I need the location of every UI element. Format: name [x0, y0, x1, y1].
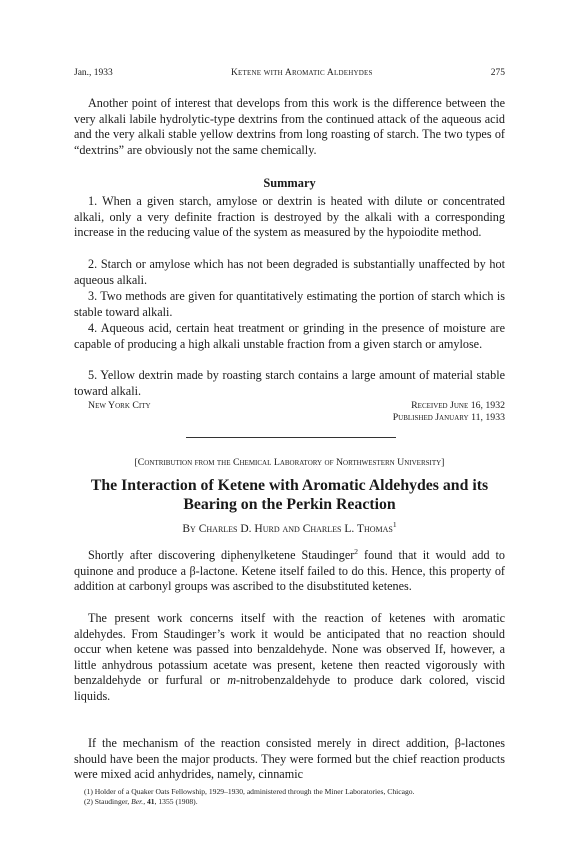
summary-item-4: 4. Aqueous acid, certain heat treatment or grinding in the presence of moisture are capable of producing a high alkali unstable fraction from a given starch or amylose. — [74, 321, 505, 351]
footnote-2-a: (2) Staudinger, — [84, 797, 132, 806]
header-title: Ketene with Aromatic Aldehydes — [231, 68, 373, 78]
body-p2-text: The present work concerns itself with the reaction of ketenes with aromatic aldehydes. From Staudinger’s work it would be anticipated that no reaction should occur when ketene was passed into benzaldehyde. None was observed If, however, a little anhydrous potassium acetate was present, ketene then reacted vigorously with benzaldehyde or furfural or — [74, 611, 505, 688]
footnote-2 — [74, 797, 505, 807]
byline-authors: By Charles D. Hurd and Charles L. Thomas — [182, 523, 393, 535]
body-paragraph-3: If the mechanism of the reaction consisted merely in direct addition, β-lactones should have been the major products. They were formed but the chief reaction products were mixed acid anhydrides, namely, cinnamic — [74, 736, 505, 782]
footnote-mark-2: 2 — [354, 546, 359, 556]
running-header — [74, 68, 505, 78]
published-date: Published January 11, 1933 — [392, 412, 505, 423]
footnote-2-c: , 1355 (1908). — [154, 797, 198, 806]
footnotes — [74, 787, 505, 807]
body-p1-rest: found that it would add to quinone and produce a β-lactone. Ketene itself failed to do this. Hence, this property of addition at carbonyl groups was ascribed to the disubstituted ketenes. — [74, 548, 506, 594]
footnote-2-b: , — [143, 797, 147, 806]
received-published-dates — [393, 400, 505, 424]
header-date: Jan., 1933 — [74, 68, 113, 78]
article-title-line-2: Bearing on the Perkin Reaction — [183, 495, 396, 513]
footnote-2-volume: 41 — [146, 797, 155, 806]
contribution-line: [Contribution from the Chemical Laboratory of Northwestern University] — [134, 457, 445, 468]
footnote-1: (1) Holder of a Quaker Oats Fellowship, 1929–1930, administered through the Miner Laboratories, Chicago. — [84, 787, 415, 796]
body-p2-italic: m — [227, 673, 236, 688]
summary-item-1: 1. When a given starch, amylose or dextrin is heated with dilute or concentrated alkali, only a very definite fraction is destroyed by the alkali with a corresponding increase in the reducing value of the system as measured by the hypoiodite method. — [74, 194, 505, 240]
body-p1-start: Shortly after discovering diphenylketene Staudinger — [88, 548, 355, 562]
body-paragraph-2 — [74, 611, 505, 705]
received-date: Received June 16, 1932 — [411, 400, 505, 411]
body-p2-end: -nitrobenzaldehyde to produce dark colored, viscid liquids. — [74, 673, 505, 703]
summary-item-3: 3. Two methods are given for quantitatively estimating the portion of starch which is stable toward alkali. — [74, 289, 505, 319]
article-title — [74, 477, 505, 514]
location: New York City — [88, 400, 151, 411]
summary-heading: Summary — [263, 176, 316, 190]
footnote-2-journal: Ber. — [131, 797, 144, 806]
summary-item-5: 5. Yellow dextrin made by roasting starch contains a large amount of material stable toward alkali. — [74, 368, 505, 398]
section-divider — [186, 437, 396, 438]
byline-footnote-mark: 1 — [392, 520, 397, 530]
summary-item-2: 2. Starch or amylose which has not been degraded is substantially unaffected by hot aqueous alkali. — [74, 257, 505, 287]
page-number: 275 — [490, 68, 505, 78]
article-title-line-1: The Interaction of Ketene with Aromatic Aldehydes and its — [90, 477, 489, 494]
intro-paragraph: Another point of interest that develops from this work is the difference between the very alkali labile hydrolytic-type dextrins from the continued attack of the aqueous acid and the very alkali stable yellow dextrins from long roasting of starch. The two types of “dextrins” are obviously not the same chemically. — [74, 96, 505, 157]
byline — [74, 520, 505, 535]
body-paragraph-1 — [74, 548, 505, 595]
